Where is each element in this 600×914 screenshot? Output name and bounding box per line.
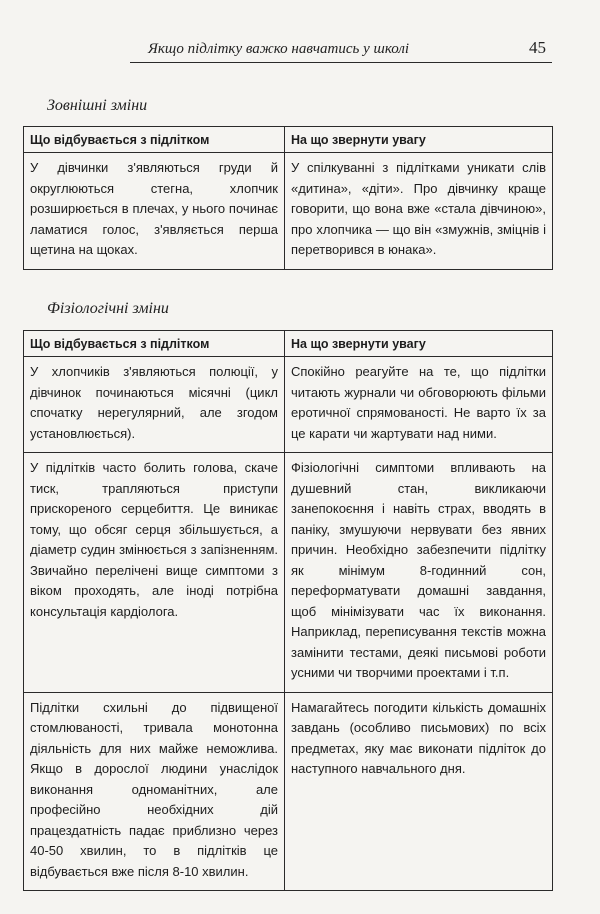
- col-header-attention: На що звернути увагу: [285, 331, 553, 357]
- table-external-changes: [23, 126, 553, 270]
- running-title: Якщо підлітку важко навчатись у школі: [148, 41, 410, 57]
- cell-attention: Спокійно реагуйте на те, що підлітки читають журнали чи обговорюють фільми еротичної спрямованості. Не варто їх за це карати чи жартувати над ними.: [285, 357, 553, 453]
- table-header-row: [24, 331, 553, 357]
- table-physiological-changes: [23, 330, 553, 891]
- table-row: [24, 453, 553, 693]
- cell-what-happens: У підлітків часто болить голова, скаче тиск, трапляються приступи прискореного серцебиття. Це виникає тому, що обсяг серця збільшується, а діаметр судин змінюється з запізненням. Звичайно перелічені вище симптоми з віком проходять, але іноді потрібна консультація кардіолога.: [24, 453, 285, 693]
- cell-what-happens: У дівчинки з'являються груди й округлюються стегна, хлопчик розширюється в плечах, у нього починає ламатися голос, з'являється перша щетина на щоках.: [24, 153, 285, 270]
- col-header-what-happens: Що відбувається з підлітком: [24, 127, 285, 153]
- cell-attention: У спілкуванні з підлітками уникати слів «дитина», «діти». Про дівчинку краще говорити, що вона вже «стала дівчиною», про хлопчика — що він «змужнів, зміцнів і перетворився в юнака».: [285, 153, 553, 270]
- section-title-physiological: Фізіологічні зміни: [47, 300, 169, 317]
- cell-what-happens: У хлопчиків з'являються полюції, у дівчинок починаються місячні (цикл спочатку нерегулярний, але згодом установлюється).: [24, 357, 285, 453]
- table-header-row: [24, 127, 553, 153]
- cell-what-happens: Підлітки схильні до підвищеної стомлюваності, тривала монотонна діяльність для них майже неможлива. Якщо в дорослої людини унаслідок виконання одноманітних, але професійно необхідних дій працездатність падає приблизно через 40-50 хвилин, то в підлітків це відбувається вже після 8-10 хвилин.: [24, 692, 285, 891]
- col-header-what-happens: Що відбувається з підлітком: [24, 331, 285, 357]
- page-number: 45: [529, 38, 546, 57]
- table-row: [24, 357, 553, 453]
- running-head: [130, 38, 552, 63]
- cell-attention: Фізіологічні симптоми впливають на душевний стан, викликаючи занепокоєння і навіть страх, вводять в паніку, змушуючи нервувати без явних причин. Необхідно забезпечити підлітку як мінімум 8-годинний сон, переформатувати домашні завдання, щоб мінімізувати час їх виконання. Наприклад, переписування текстів можна замінити тестами, деякі письмові роботи усними чи творчими проектами і т.п.: [285, 453, 553, 693]
- col-header-attention: На що звернути увагу: [285, 127, 553, 153]
- section-title-external: Зовнішні зміни: [47, 97, 148, 114]
- table-row: [24, 692, 553, 891]
- cell-attention: Намагайтесь погодити кількість домашніх завдань (особливо письмових) по всіх предметах, яку має виконати підліток до наступного навчального дня.: [285, 692, 553, 891]
- table-row: [24, 153, 553, 270]
